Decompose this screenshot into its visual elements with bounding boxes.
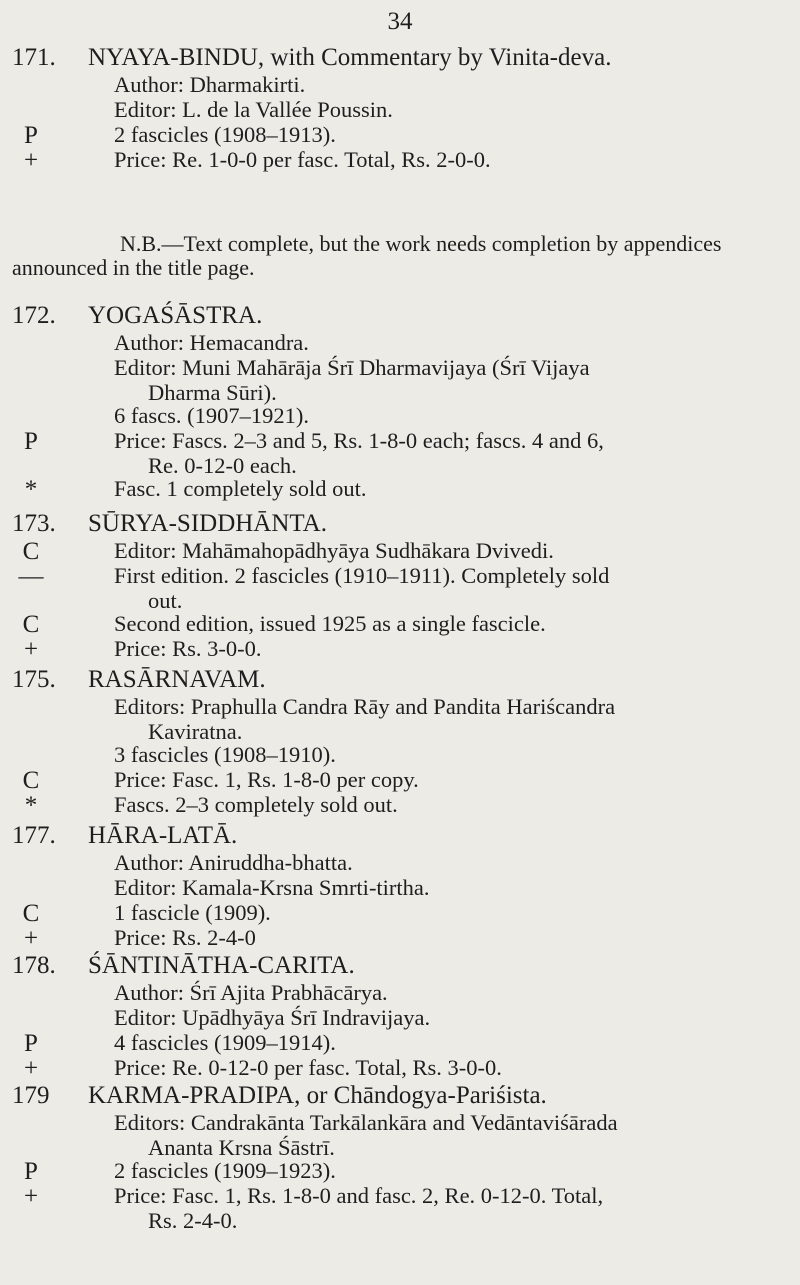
entry-author: Author: Dharmakirti.: [114, 72, 306, 97]
entry-marker: *: [24, 792, 38, 819]
entry-marker: P: [24, 1030, 38, 1057]
entry-marker: +: [23, 636, 39, 663]
entry-marker: +: [23, 1055, 39, 1082]
entry-editor: Editor: Muni Mahārāja Śrī Dharmavijaya (Śrī Vijaya: [114, 355, 590, 380]
entry-number: 178.: [12, 952, 56, 979]
catalog-entry-178: [0, 952, 800, 1080]
entry-number: 179: [12, 1082, 50, 1109]
entry-marker: C: [22, 538, 40, 565]
entry-edition: Second edition, issued 1925 as a single fascicle.: [114, 611, 546, 636]
entry-note: Fasc. 1 completely sold out.: [114, 476, 367, 501]
entry-price: Price: Fasc. 1, Rs. 1-8-0 and fasc. 2, Re. 0-12-0. Total,: [114, 1183, 604, 1208]
nb-note-line: N.B.—Text complete, but the work needs completion by appendices: [120, 231, 722, 256]
entry-fascicles: 2 fascicles (1908–1913).: [114, 122, 336, 147]
entry-marker: C: [22, 611, 40, 638]
entry-price: Price: Fasc. 1, Rs. 1-8-0 per copy.: [114, 767, 419, 792]
entry-price: Price: Rs. 2-4-0: [114, 925, 256, 950]
entry-editors-cont: Ananta Krsna Śāstrī.: [148, 1135, 335, 1160]
entry-marker: P: [24, 122, 38, 149]
entry-marker: C: [22, 767, 40, 794]
entry-author: Author: Śrī Ajita Prabhācārya.: [114, 980, 388, 1005]
entry-number: 177.: [12, 822, 56, 849]
entry-price-cont: Rs. 2-4-0.: [148, 1208, 238, 1233]
entry-fascicles: 3 fascicles (1908–1910).: [114, 742, 336, 767]
entry-author: Author: Hemacandra.: [114, 330, 309, 355]
entry-price-cont: Re. 0-12-0 each.: [148, 453, 297, 478]
entry-author: Author: Aniruddha-bhatta.: [114, 850, 353, 875]
entry-title: RASĀRNAVAM.: [88, 666, 266, 693]
entry-edition: First edition. 2 fascicles (1910–1911). Completely sold: [114, 563, 610, 588]
entry-title: HĀRA-LATĀ.: [88, 822, 238, 849]
entry-editor: Editor: Mahāmahopādhyāya Sudhākara Dvivedi.: [114, 538, 554, 563]
entry-number: 171.: [12, 44, 56, 71]
entry-editor: Editor: L. de la Vallée Poussin.: [114, 97, 393, 122]
entry-title: SŪRYA-SIDDHĀNTA.: [88, 510, 327, 537]
entry-title: KARMA-PRADIPA, or Chāndogya-Pariśista.: [88, 1082, 547, 1109]
entry-editor: Editor: Upādhyāya Śrī Indravijaya.: [114, 1005, 431, 1030]
page-number: 34: [387, 8, 413, 35]
entry-editors: Editors: Praphulla Candra Rāy and Pandita Hariścandra: [114, 694, 616, 719]
catalog-entry-175: [0, 666, 800, 817]
entry-marker: *: [24, 476, 38, 503]
entry-editor-cont: Dharma Sūri).: [148, 380, 277, 405]
entry-marker: C: [22, 900, 40, 927]
entry-fascicles: 4 fascicles (1909–1914).: [114, 1030, 336, 1055]
entry-price: Price: Re. 0-12-0 per fasc. Total, Rs. 3-0-0.: [114, 1055, 502, 1080]
entry-fascicles: 2 fascicles (1909–1923).: [114, 1158, 336, 1183]
entry-edition-cont: out.: [148, 588, 183, 613]
entry-number: 173.: [12, 510, 56, 537]
entry-marker: P: [24, 1158, 38, 1185]
entry-marker: P: [24, 428, 38, 455]
entry-number: 175.: [12, 666, 56, 693]
entry-note: Fascs. 2–3 completely sold out.: [114, 792, 398, 817]
catalog-entry-173: [0, 510, 800, 661]
catalog-entry-171: [0, 44, 800, 172]
catalog-entry-172: [0, 302, 800, 501]
entry-editors-cont: Kaviratna.: [148, 719, 243, 744]
entry-price: Price: Rs. 3-0-0.: [114, 636, 262, 661]
entry-fascicles: 1 fascicle (1909).: [114, 900, 271, 925]
entry-marker: +: [23, 147, 39, 174]
entry-number: 172.: [12, 302, 56, 329]
entry-editor: Editor: Kamala-Krsna Smrti-tirtha.: [114, 875, 430, 900]
entry-title: ŚĀNTINĀTHA-CARITA.: [88, 952, 355, 979]
entry-title: NYAYA-BINDU, with Commentary by Vinita-deva.: [88, 44, 612, 71]
entry-price: Price: Fascs. 2–3 and 5, Rs. 1-8-0 each; fascs. 4 and 6,: [114, 428, 604, 453]
nb-note: [12, 232, 792, 280]
entry-marker: +: [23, 925, 39, 952]
entry-marker: —: [18, 563, 44, 590]
entry-price: Price: Re. 1-0-0 per fasc. Total, Rs. 2-0-0.: [114, 147, 491, 172]
entry-title: YOGAŚĀSTRA.: [88, 302, 263, 329]
nb-note-line: announced in the title page.: [12, 255, 255, 280]
catalog-entry-179: [0, 1082, 800, 1231]
entry-editors: Editors: Candrakānta Tarkālankāra and Vedāntaviśārada: [114, 1110, 618, 1135]
entry-fascicles: 6 fascs. (1907–1921).: [114, 403, 309, 428]
entry-marker: +: [23, 1183, 39, 1210]
catalog-entry-177: [0, 822, 800, 950]
